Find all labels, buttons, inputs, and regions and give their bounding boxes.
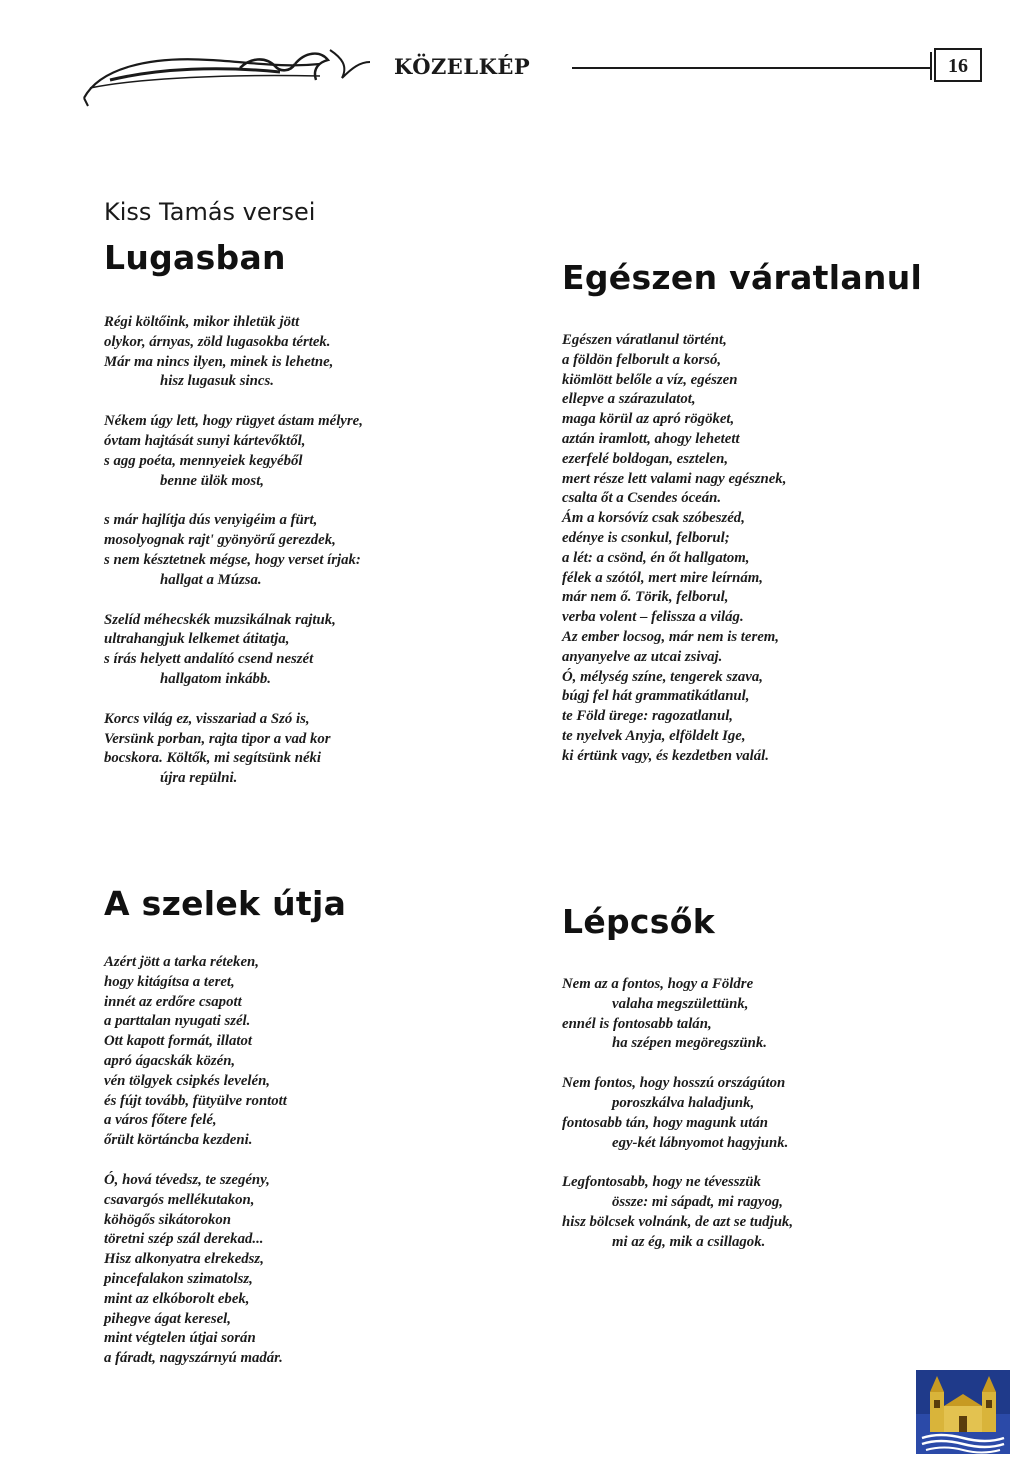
- poem-title: Lugasban: [104, 238, 286, 277]
- poem-line: a lét: a csönd, én őt hallgatom,: [562, 549, 750, 566]
- poem-line: verba volent – felissza a világ.: [562, 609, 744, 626]
- poem-line: poroszkálva haladjunk,: [612, 1094, 755, 1111]
- poem-line: mi az ég, mik a csillagok.: [612, 1233, 766, 1250]
- quill-flourish-icon: [80, 38, 380, 108]
- poem-line: egy-két lábnyomot hagyjunk.: [612, 1134, 789, 1151]
- poem-line: anyanyelve az utcai zsivaj.: [562, 648, 723, 665]
- poem-line: Ott kapott formát, illatot: [104, 1033, 252, 1050]
- poem-line: mint végtelen útjai során: [104, 1330, 256, 1347]
- poem-line: hogy kitágítsa a teret,: [104, 973, 235, 990]
- poem-line: a földön felborult a korsó,: [562, 351, 722, 368]
- poem-line: ellepve a szárazulatot,: [562, 391, 696, 408]
- poem-line: ultrahangjuk lelkemet átitatja,: [104, 631, 290, 648]
- poem-line: Ám a korsóvíz csak szóbeszéd,: [562, 510, 745, 527]
- poem-line: hallgat a Múzsa.: [160, 571, 262, 588]
- poem-line: s agg poéta, mennyeiek kegyéből: [104, 452, 303, 469]
- poem-line: csalta őt a Csendes óceán.: [562, 490, 722, 507]
- poem-line: Régi költőink, mikor ihletük jött: [104, 314, 300, 330]
- poem-line: te nyelvek Anyja, elföldelt Ige,: [562, 727, 746, 744]
- poem-line: ki értünk vagy, és kezdetben valál.: [562, 747, 769, 764]
- poem-line: innét az erdőre csapott: [104, 993, 242, 1010]
- header-rule: [572, 67, 932, 69]
- poem-line: félek a szótól, mert mire leírnám,: [562, 569, 763, 586]
- poem-line: mosolyognak rajt' gyönyörű gerezdek,: [104, 532, 336, 549]
- poem-line: apró ágacskák közén,: [104, 1052, 236, 1069]
- poem-line: búgj fel hát grammatikátlanul,: [562, 688, 750, 705]
- poem-line: pihegve ágat keresel,: [104, 1310, 231, 1327]
- page-number: 16: [934, 48, 982, 82]
- stanza: [104, 511, 363, 590]
- poem-line: Korcs világ ez, visszariad a Szó is,: [104, 710, 310, 727]
- stanza: [104, 611, 363, 690]
- poem-line: hallgatom inkább.: [160, 670, 271, 687]
- poem-title: A szelek útja: [104, 884, 347, 923]
- poem-line: össze: mi sápadt, mi ragyog,: [612, 1194, 783, 1211]
- poem-a-szelek-utja: [104, 884, 346, 1369]
- poem-title: Lépcsők: [562, 902, 715, 941]
- poem-line: kiömlött belőle a víz, egészen: [562, 371, 738, 388]
- stanza: [104, 1171, 346, 1369]
- stanza: [104, 412, 363, 491]
- poem-line: olykor, árnyas, zöld lugasokba tértek.: [104, 333, 331, 350]
- poem-line: hisz bölcsek volnánk, de azt se tudjuk,: [562, 1213, 794, 1230]
- poem-line: Szelíd méhecskék muzsikálnak rajtuk,: [104, 611, 336, 628]
- poem-line: ennél is fontosabb talán,: [562, 1015, 712, 1032]
- magazine-title: KÖZELKÉP: [394, 54, 531, 79]
- poem-lepcsok: [562, 902, 793, 1253]
- stanza: [562, 331, 922, 767]
- poem-line: maga körül az apró rögöket,: [562, 411, 735, 428]
- poem-line: s már hajlítja dús venyigéim a fürt,: [104, 512, 318, 529]
- stanza: [562, 1074, 793, 1153]
- poem-line: Nem fontos, hogy hosszú országúton: [562, 1075, 786, 1092]
- poem-line: óvtam hajtását sunyi kártevőktől,: [104, 432, 306, 449]
- poem-line: Nékem úgy lett, hogy rügyet ástam mélyre,: [104, 413, 363, 430]
- poem-line: valaha megszülettünk,: [612, 995, 749, 1012]
- poem-line: Ó, mélység színe, tengerek szava,: [562, 668, 763, 685]
- poem-line: már nem ő. Törik, felborul,: [562, 589, 729, 606]
- poem-line: ezerfelé boldogan, esztelen,: [562, 450, 729, 467]
- poem-line: csavargós mellékutakon,: [104, 1191, 255, 1208]
- poem-line: a parttalan nyugati szél.: [104, 1013, 251, 1030]
- poem-line: Nem az a fontos, hogy a Földre: [562, 976, 754, 992]
- stanza: [562, 975, 793, 1054]
- poem-line: Az ember locsog, már nem is terem,: [562, 628, 780, 645]
- poem-line: őrült körtáncba kezdeni.: [104, 1132, 253, 1149]
- poem-line: köhögős sikátorokon: [104, 1211, 232, 1228]
- poem-line: aztán iramlott, ahogy lehetett: [562, 430, 740, 447]
- stanza: [562, 1173, 793, 1252]
- poem-line: mint az elkóborolt ebek,: [104, 1290, 250, 1307]
- poem-line: s írás helyett andalító csend neszét: [104, 651, 314, 668]
- poem-line: Ó, hová tévedsz, te szegény,: [104, 1171, 270, 1188]
- poem-line: Már ma nincs ilyen, minek is lehetne,: [104, 353, 334, 370]
- stanza: [104, 953, 346, 1151]
- poem-line: bocskora. Költők, mi segítsünk néki: [104, 750, 322, 767]
- poem-line: a város főtere felé,: [104, 1112, 217, 1129]
- poem-title: Egészen váratlanul: [562, 258, 923, 297]
- poem-line: ha szépen megöregszünk.: [612, 1035, 767, 1052]
- poem-line: újra repülni.: [160, 770, 238, 787]
- poem-line: Hisz alkonyatra elrekedsz,: [104, 1251, 264, 1268]
- poem-line: Legfontosabb, hogy ne tévesszük: [562, 1174, 761, 1191]
- author-line: Kiss Tamás versei: [104, 198, 316, 226]
- poem-egeszen-varatlanul: [562, 258, 922, 767]
- poem-line: Versünk porban, rajta tipor a vad kor: [104, 730, 331, 747]
- poem-line: töretni szép szál derekad...: [104, 1231, 264, 1248]
- poem-line: s nem késztetnek mégse, hogy verset írjak:: [104, 551, 361, 568]
- poem-line: edénye is csonkul, felborul;: [562, 529, 730, 546]
- cathedral-logo-icon: [916, 1370, 1010, 1454]
- poem-line: vén tölgyek csipkés levelén,: [104, 1072, 270, 1089]
- poem-line: fontosabb tán, hogy magunk után: [562, 1114, 768, 1131]
- page-header: [0, 0, 1024, 110]
- poem-line: pincefalakon szimatolsz,: [104, 1270, 253, 1287]
- stanza: [104, 313, 363, 392]
- poem-line: benne ülök most,: [160, 472, 265, 489]
- poem-line: Egészen váratlanul történt,: [562, 332, 727, 348]
- poem-line: a fáradt, nagyszárnyú madár.: [104, 1350, 283, 1367]
- poem-line: te Föld ürege: ragozatlanul,: [562, 708, 734, 725]
- poem-line: hisz lugasuk sincs.: [160, 373, 274, 390]
- poem-line: mert része lett valami nagy egésznek,: [562, 470, 787, 487]
- poem-line: Azért jött a tarka réteken,: [104, 954, 259, 970]
- poem-line: és fújt tovább, fütyülve rontott: [104, 1092, 287, 1109]
- poem-lugasban: [104, 238, 363, 789]
- stanza: [104, 710, 363, 789]
